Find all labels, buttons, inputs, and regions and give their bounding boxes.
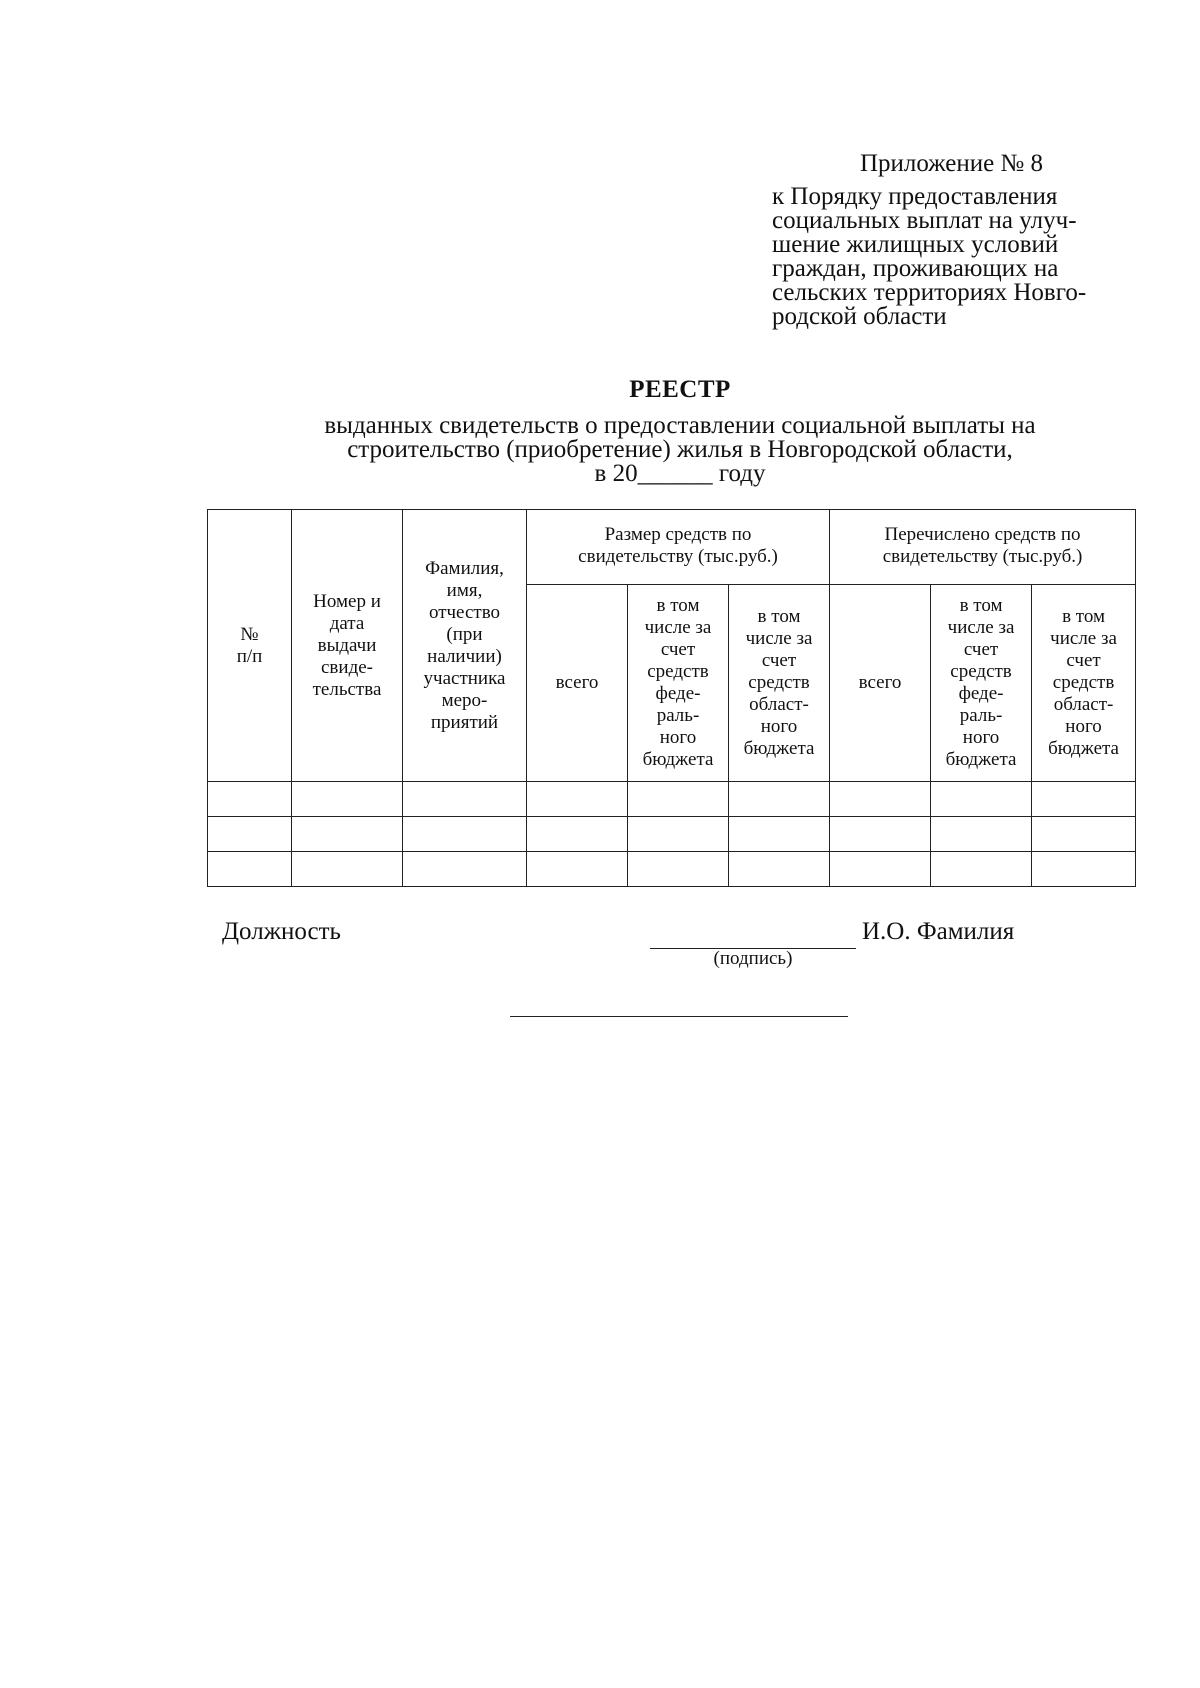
table-cell: [208, 852, 292, 887]
table-cell: [403, 817, 527, 852]
table-cell: [931, 817, 1032, 852]
table-cell: [628, 852, 729, 887]
header-size-total: всего: [527, 585, 628, 782]
table-cell: [729, 817, 830, 852]
table-cell: [292, 782, 403, 817]
table-body: [208, 782, 1136, 887]
header-participant-name: Фамилия, имя, отчество (при наличии) участника меро- приятий: [403, 510, 527, 782]
table-cell: [628, 782, 729, 817]
appendix-block: [772, 152, 1112, 329]
table-cell: [931, 852, 1032, 887]
document-title: РЕЕСТР: [629, 376, 731, 403]
appendix-title: Приложение № 8: [860, 150, 1044, 177]
appendix-line: родской области: [772, 303, 947, 330]
header-transferred-federal: в том числе за счет средств феде- раль- ного бюджета: [931, 585, 1032, 782]
header-certificate: Номер и дата выдачи свиде- тельства: [292, 510, 403, 782]
appendix-line: к Порядку предоставления: [772, 183, 1058, 210]
appendix-line: социальных выплат на улуч-: [772, 207, 1077, 234]
table-cell: [208, 782, 292, 817]
table-row: [208, 852, 1136, 887]
table-cell: [1032, 782, 1136, 817]
table-cell: [527, 852, 628, 887]
document-subtitle: [0, 414, 1200, 486]
table-row: [208, 782, 1136, 817]
table-cell: [931, 782, 1032, 817]
signature-name: И.О. Фамилия: [862, 918, 1015, 945]
appendix-line: сельских территориях Новго-: [772, 279, 1087, 306]
header-size-regional: в том числе за счет средств област- ного бюджета: [729, 585, 830, 782]
table-cell: [729, 782, 830, 817]
registry-table: [207, 509, 1136, 887]
signature-position: Должность: [222, 918, 341, 945]
subtitle-line: выданных свидетельств о предоставлении социальной выплаты на: [324, 412, 1036, 439]
header-transferred-total: всего: [830, 585, 931, 782]
header-group-transferred: Перечислено средств по свидетельству (тыс.руб.): [830, 510, 1136, 585]
table-cell: [292, 817, 403, 852]
appendix-line: граждан, проживающих на: [772, 255, 1059, 282]
table-cell: [729, 852, 830, 887]
table-cell: [628, 817, 729, 852]
table-cell: [403, 782, 527, 817]
subtitle-line: строительство (приобретение) жилья в Новгородской области,: [347, 436, 1013, 463]
table-cell: [527, 782, 628, 817]
header-transferred-regional: в том числе за счет средств област- ного бюджета: [1032, 585, 1136, 782]
end-divider: [510, 1016, 848, 1017]
table-cell: [830, 852, 931, 887]
appendix-line: шение жилищных условий: [772, 231, 1059, 258]
table-row: [208, 817, 1136, 852]
table-cell: [1032, 852, 1136, 887]
table-cell: [292, 852, 403, 887]
table-cell: [830, 782, 931, 817]
header-number: № п/п: [208, 510, 292, 782]
subtitle-line: в 20______ году: [594, 460, 766, 487]
header-size-federal: в том числе за счет средств феде- раль- ного бюджета: [628, 585, 729, 782]
table-cell: [208, 817, 292, 852]
table-cell: [527, 817, 628, 852]
table-cell: [830, 817, 931, 852]
table-cell: [1032, 817, 1136, 852]
header-group-size: Размер средств по свидетельству (тыс.руб.): [527, 510, 830, 585]
table-cell: [403, 852, 527, 887]
signature-hint: (подпись): [713, 948, 793, 969]
